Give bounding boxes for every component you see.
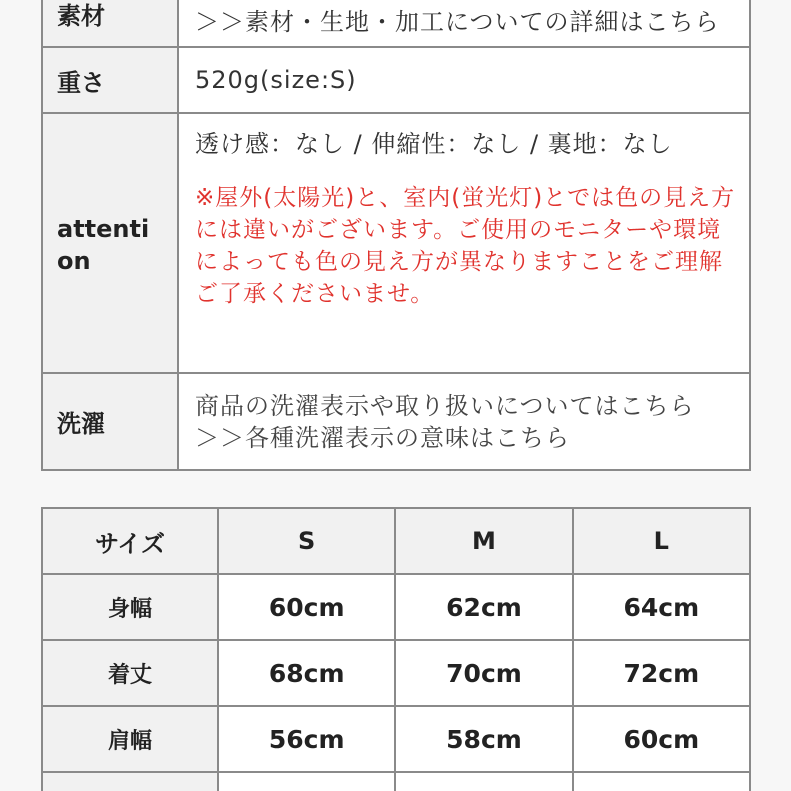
size-header-l: L <box>573 508 750 574</box>
size-row-chest-width <box>42 574 750 640</box>
weight-label: 重さ <box>42 47 178 113</box>
size-header-s: S <box>218 508 395 574</box>
size-row-partial <box>42 772 750 791</box>
spec-table <box>41 0 751 471</box>
size-cell: 62cm <box>395 574 572 640</box>
size-header-m: M <box>395 508 572 574</box>
attention-label-cell <box>42 113 178 373</box>
size-cell: 58cm <box>395 706 572 772</box>
wash-cell <box>178 373 750 470</box>
spec-row-wash <box>42 373 750 470</box>
size-cell <box>573 772 750 791</box>
wash-symbols-link[interactable]: ＞＞各種洗濯表示の意味はこちら <box>195 423 570 452</box>
size-cell: 64cm <box>573 574 750 640</box>
wash-label: 洗濯 <box>42 373 178 470</box>
size-cell: 72cm <box>573 640 750 706</box>
size-cell: 68cm <box>218 640 395 706</box>
spec-row-weight <box>42 47 750 113</box>
size-cell: 60cm <box>218 574 395 640</box>
material-cell <box>178 0 750 47</box>
spec-row-attention <box>42 113 750 373</box>
row-label: 肩幅 <box>42 706 218 772</box>
size-table <box>41 507 751 791</box>
spec-row-material <box>42 0 750 47</box>
weight-value: 520g(size:S) <box>178 47 750 113</box>
size-row-shoulder-width <box>42 706 750 772</box>
attention-cell <box>178 113 750 373</box>
wash-care-link[interactable]: 商品の洗濯表示や取り扱いについてはこちら <box>195 391 695 420</box>
row-label: 着丈 <box>42 640 218 706</box>
color-warning-text: ※屋外(太陽光)と、室内(蛍光灯)とでは色の見え方には違いがございます。ご使用のモニターや環境によっても色の見え方が異なりますことをご理解ご了承くださいませ。 <box>195 185 736 307</box>
row-label: 身幅 <box>42 574 218 640</box>
fabric-properties: 透け感：なし / 伸縮性：なし / 裏地：なし <box>195 130 673 158</box>
material-detail-link[interactable]: ＞＞素材・生地・加工についての詳細はこちら <box>195 8 720 36</box>
material-label: 素材 <box>42 0 178 47</box>
size-cell: 70cm <box>395 640 572 706</box>
size-cell: 56cm <box>218 706 395 772</box>
size-row-length <box>42 640 750 706</box>
size-cell <box>395 772 572 791</box>
size-header-row <box>42 508 750 574</box>
row-label <box>42 772 218 791</box>
attention-label: attention <box>57 215 150 275</box>
size-cell <box>218 772 395 791</box>
size-header-label: サイズ <box>42 508 218 574</box>
size-cell: 60cm <box>573 706 750 772</box>
